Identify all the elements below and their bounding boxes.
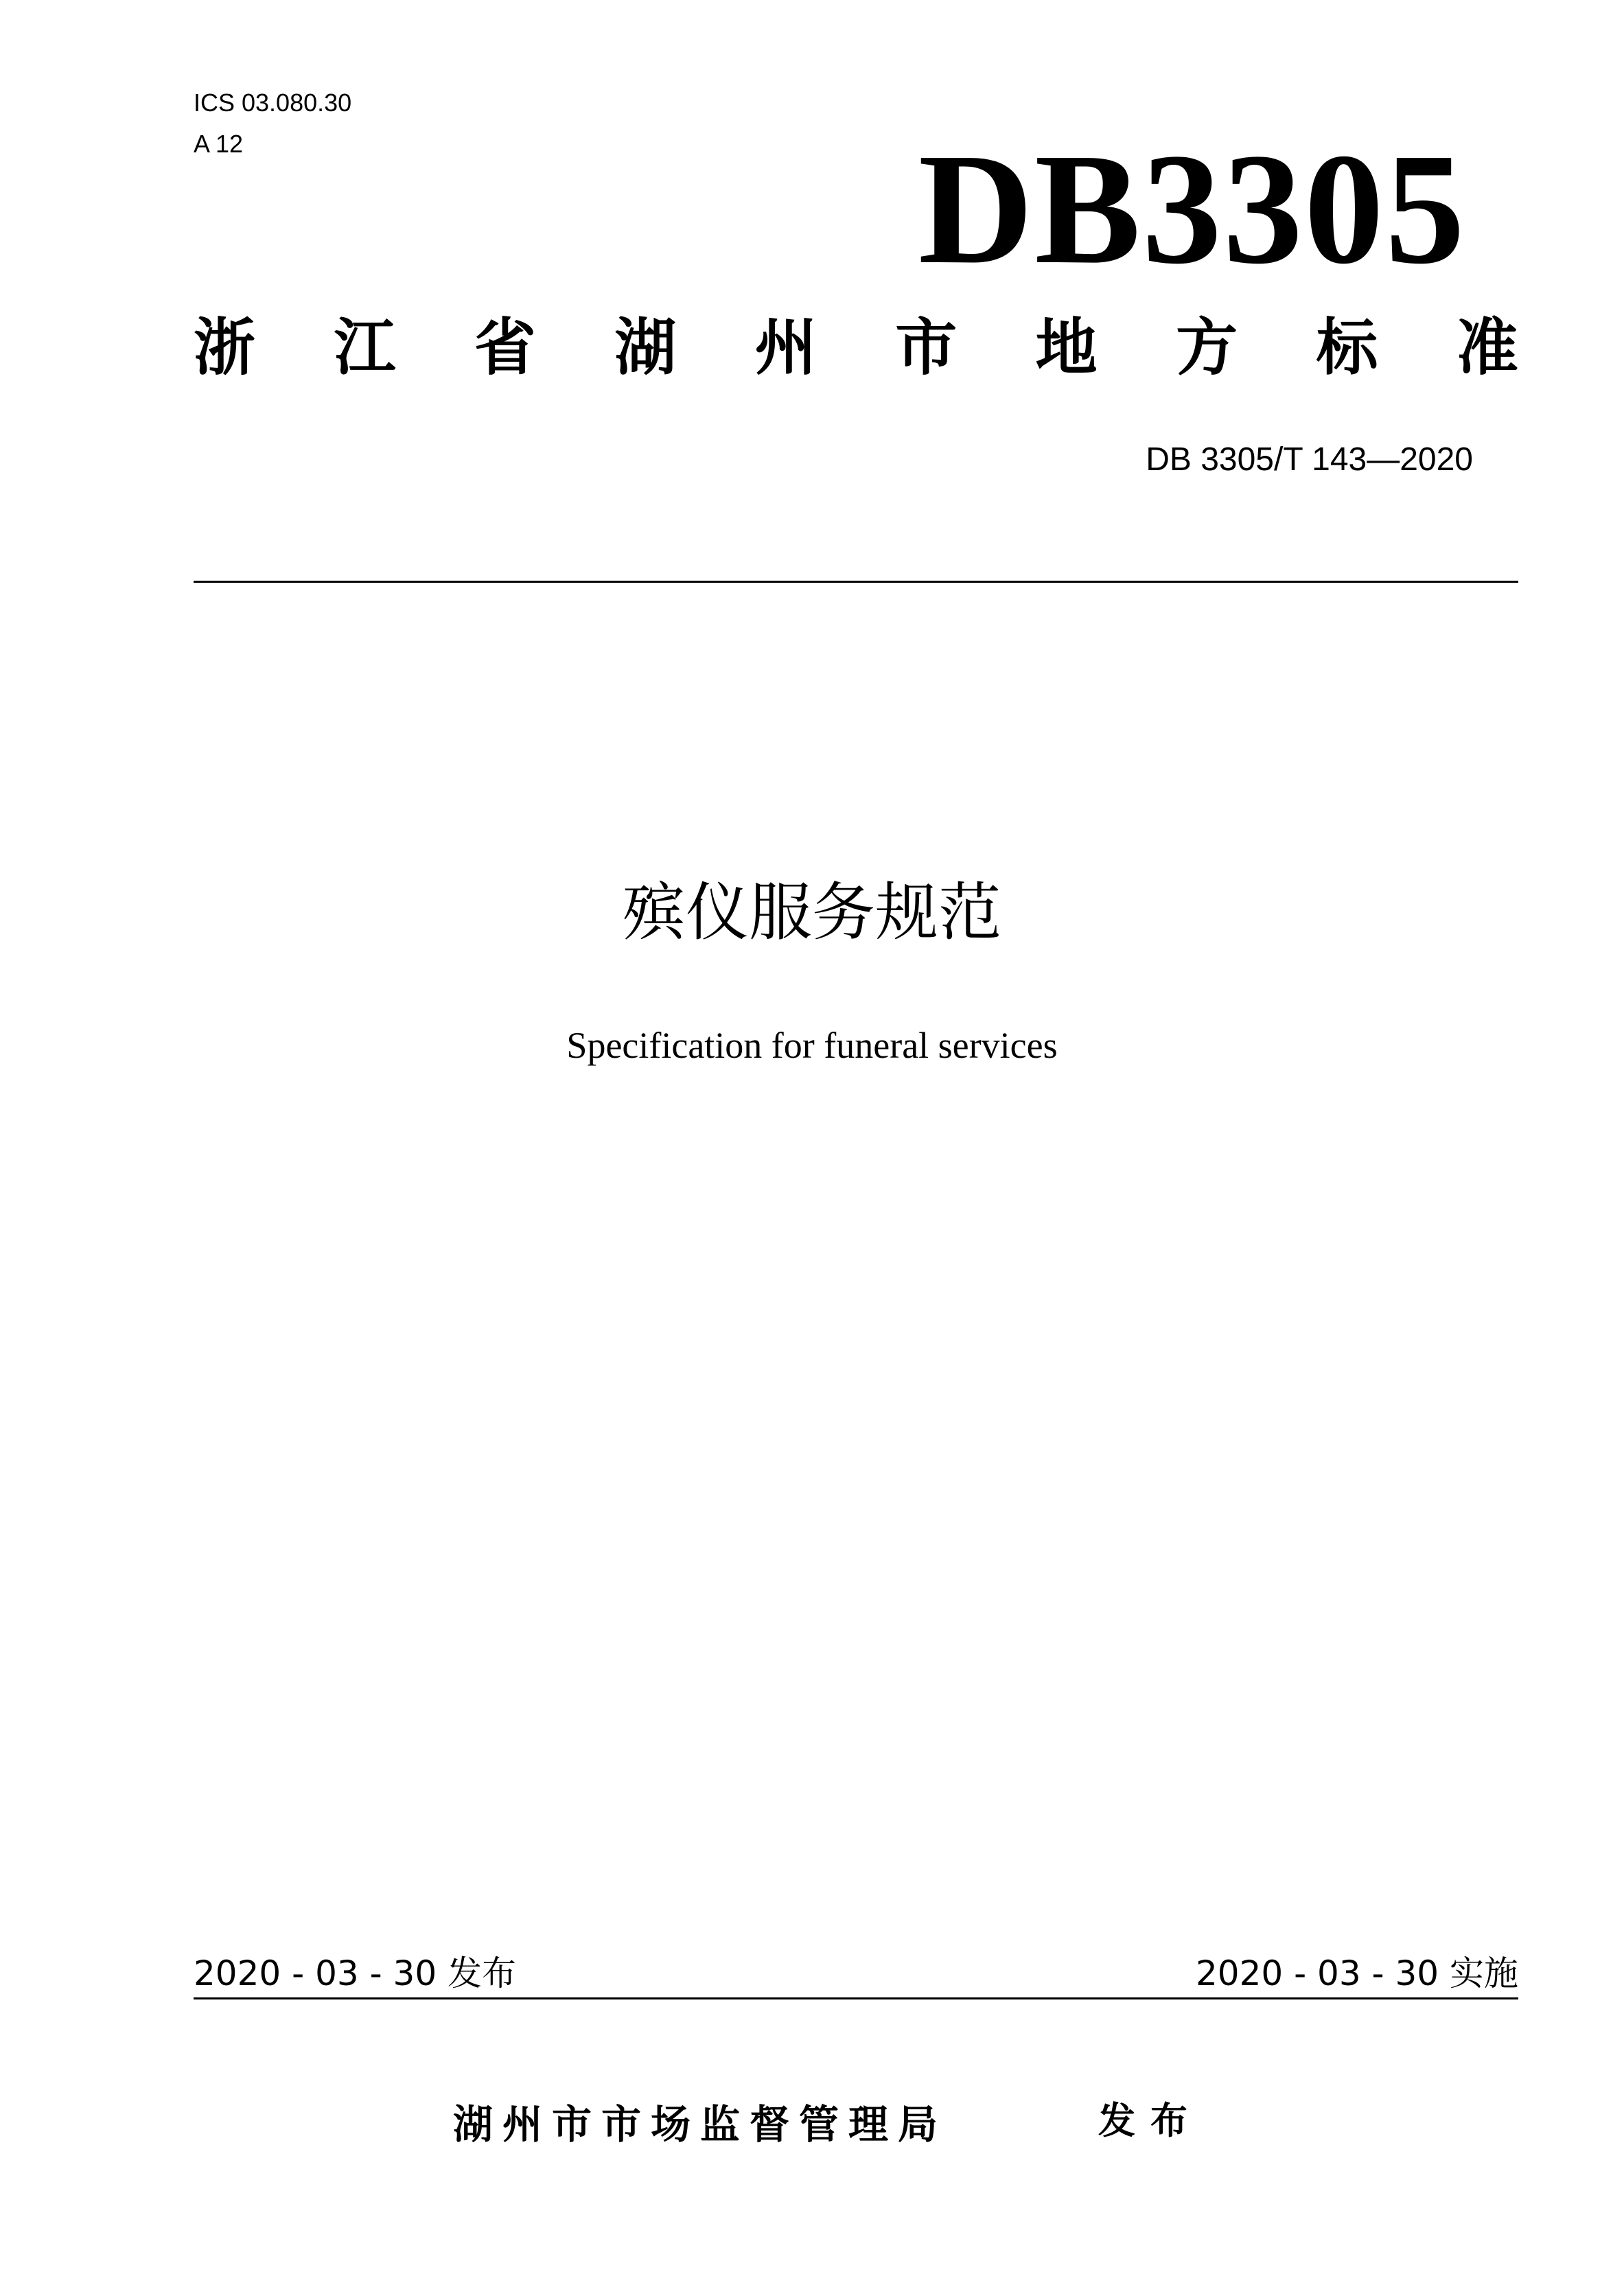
effective-date: 2020 - 03 - 30 实施 (1195, 1953, 1518, 1993)
standard-type-char: 省 (474, 312, 536, 384)
document-title-english: Specification for funeral services (566, 1025, 1058, 1066)
standard-code-mark: DB3305 (918, 121, 1466, 297)
classification-codes (194, 82, 351, 165)
standard-type-char: 准 (1456, 312, 1518, 384)
standard-type-char: 浙 (194, 312, 255, 384)
standard-type-char: 标 (1316, 312, 1378, 384)
ics-code: ICS 03.080.30 (194, 89, 352, 117)
issue-date: 2020 - 03 - 30 发布 (194, 1953, 517, 1993)
standard-type-char: 地 (1035, 312, 1098, 384)
standard-type-char: 湖 (614, 312, 677, 384)
standard-type-char: 州 (754, 312, 817, 384)
standard-type-title (194, 310, 1518, 386)
standard-number: DB 3305/T 143—2020 (1146, 441, 1473, 478)
standard-type-char: 市 (895, 312, 958, 384)
publisher-name: 湖州市市场监督管理局 (453, 2101, 948, 2148)
standard-type-char: 江 (334, 312, 396, 384)
header-divider (194, 581, 1518, 583)
ccs-code: A 12 (194, 130, 244, 158)
standard-type-char: 方 (1176, 312, 1238, 384)
document-title-chinese: 殡仪服务规范 (622, 876, 1001, 949)
publish-label: 发布 (1098, 2099, 1203, 2142)
footer-divider (194, 1997, 1518, 1999)
